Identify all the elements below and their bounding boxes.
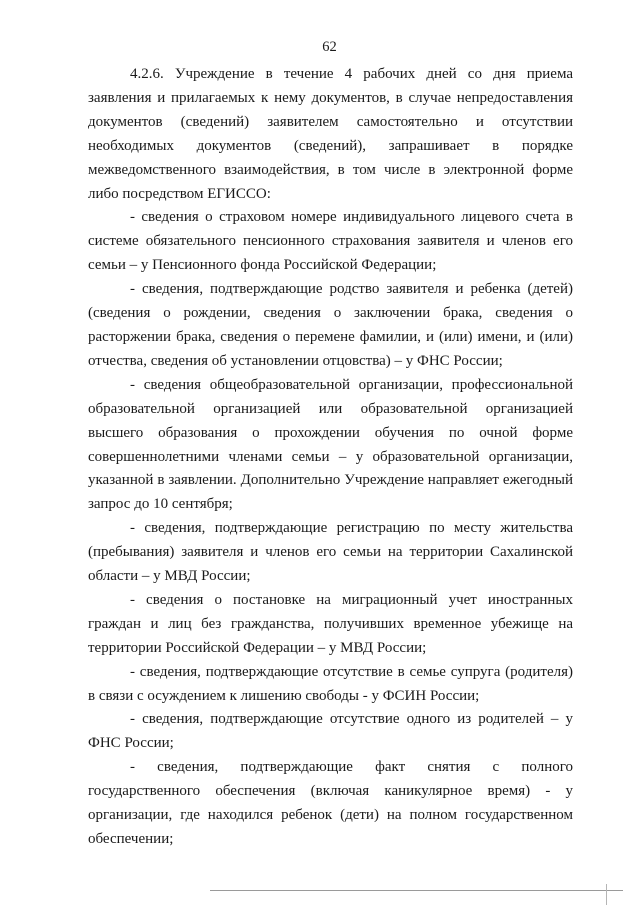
paragraph-item-registration: - сведения, подтверждающие регистрацию по месту жительства (пребывания) заявителя и членов его семьи на территории Сахалинской области – у МВД России; (88, 520, 573, 585)
edge-scan-mark (606, 884, 607, 905)
paragraph-item-migration: - сведения о постановке на миграционный учет иностранных граждан и лиц без гражданства, получивших временное убежище на территории Российской Федерации – у МВД России; (88, 591, 573, 656)
paragraph-item-education: - сведения общеобразовательной организации, профессиональной образовательной организацией или образовательной организацией высшего образования о прохождении обучения по очной форме совершеннолетними членами семьи – у образовательной организации, указанной в заявлении. Дополнительно Учреждение направляет ежегодный запрос до 10 сентября; (88, 376, 573, 513)
bottom-scan-line (210, 890, 623, 891)
page-number: 62 (322, 39, 337, 55)
paragraph-item-state-support: - сведения, подтверждающие факт снятия с полного государственного обеспечения (включая каникулярное время) - у организации, где находился ребенок (дети) на полном государственном обеспечении; (88, 759, 573, 847)
paragraph-item-parent-absence: - сведения, подтверждающие отсутствие одного из родителей – у ФНС России; (88, 711, 573, 752)
paragraph-item-pension-fund: - сведения о страховом номере индивидуального лицевого счета в системе обязательного пенсионного страхования заявителя и членов его семьи – у Пенсионного фонда Российской Федерации; (88, 209, 573, 274)
paragraph-item-kinship: - сведения, подтверждающие родство заявителя и ребенка (детей) (сведения о рождении, сведения о заключении брака, сведения о расторжении брака, сведения о перемене фамилии, и (или) имени, и (или) отчества, сведения об установлении отцовства) – у ФНС России; (88, 281, 573, 369)
paragraph-item-imprisonment: - сведения, подтверждающие отсутствие в семье супруга (родителя) в связи с осуждением к лишению свободы - у ФСИН России; (88, 663, 573, 704)
paragraph-intro: 4.2.6. Учреждение в течение 4 рабочих дней со дня приема заявления и прилагаемых к нему документов, в случае непредоставления документов (сведений) заявителем самостоятельно и отсутствии необходимых документов (сведений), запрашивает в порядке межведомственного взаимодействия, в том числе в электронной форме либо посредством ЕГИССО: (88, 66, 573, 202)
